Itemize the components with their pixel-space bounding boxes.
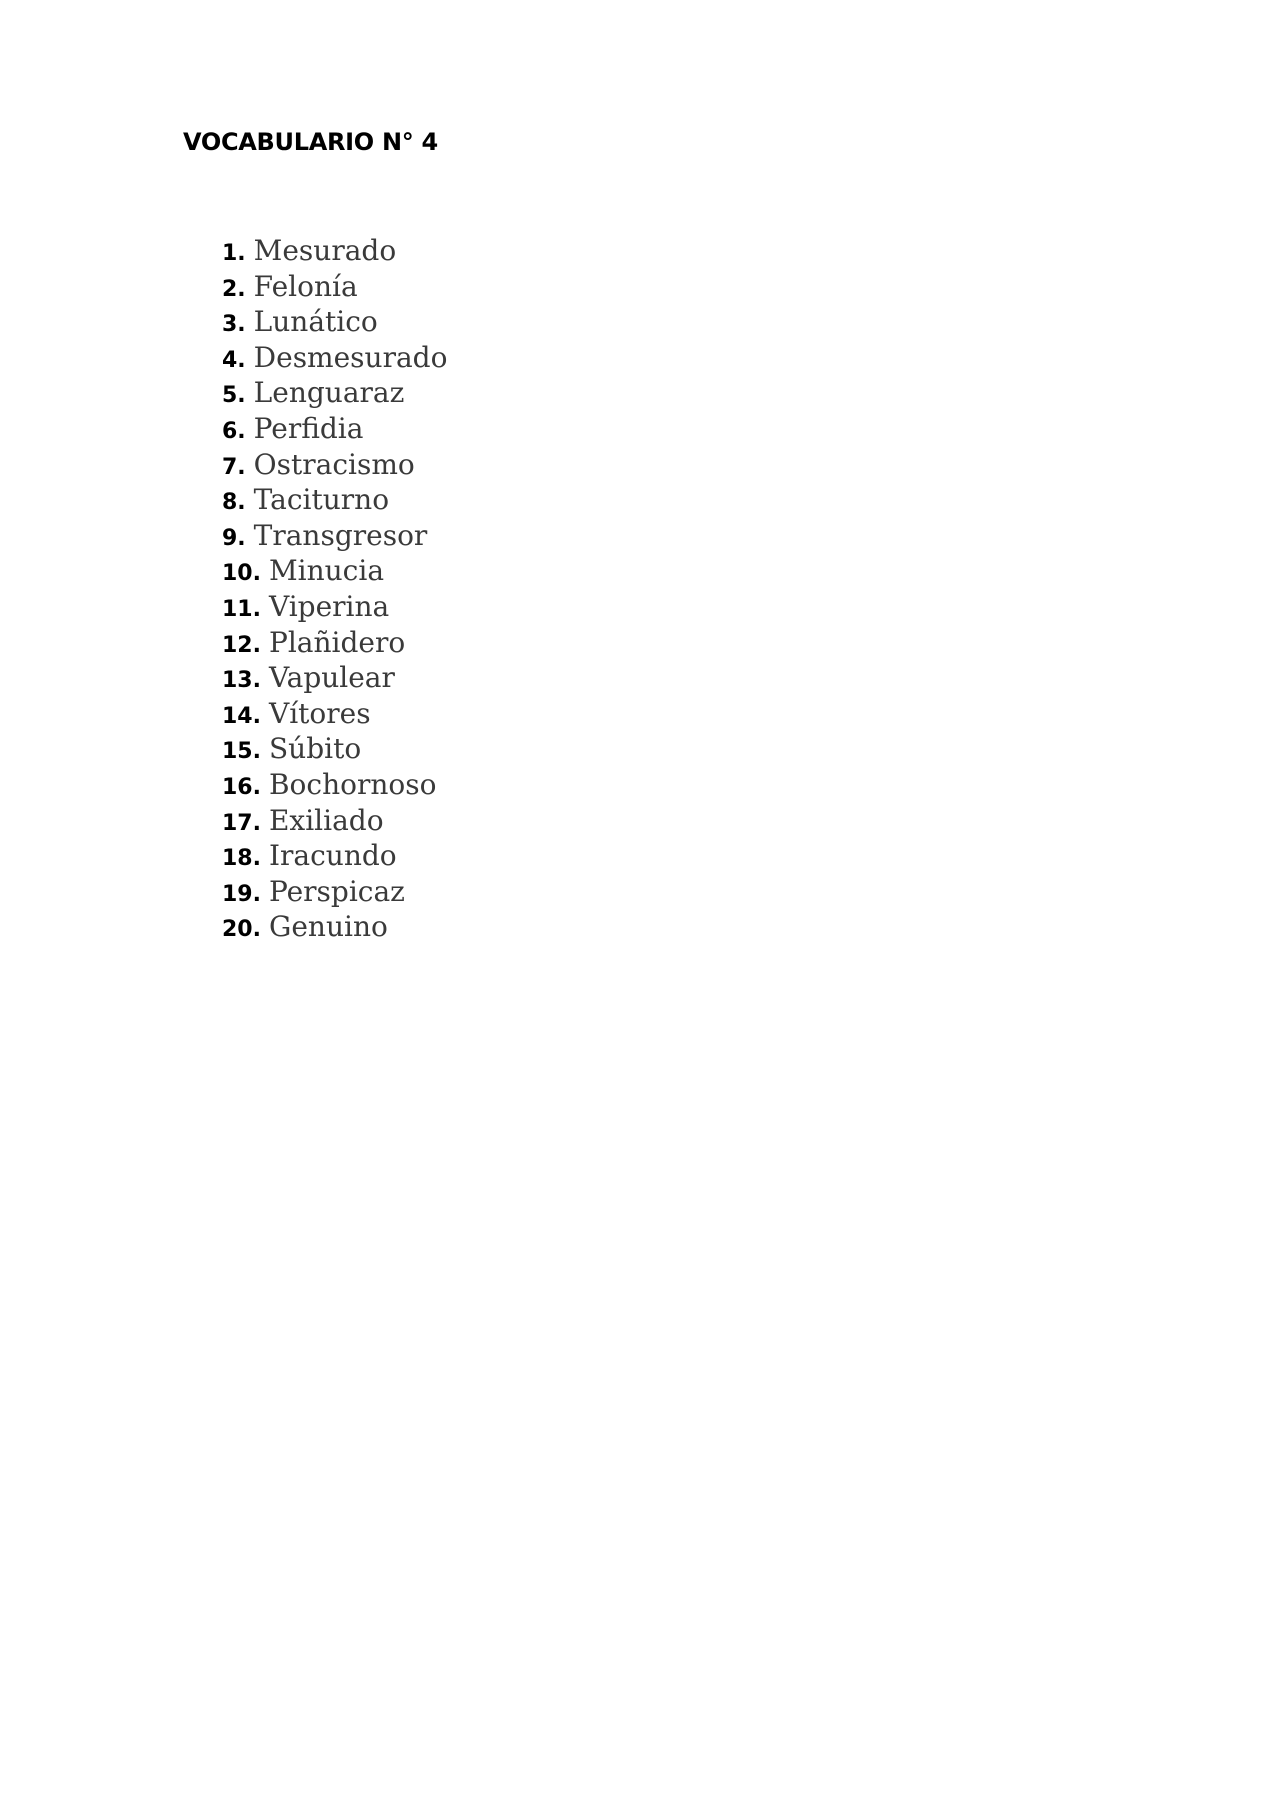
vocabulary-item [222,660,447,696]
item-number: 13. [222,668,261,694]
vocabulary-word: Mesurado [253,234,397,267]
vocabulary-item [222,269,447,305]
vocabulary-item [222,767,447,803]
vocabulary-word: Genuino [268,910,388,944]
vocabulary-word: Minucia [268,554,385,588]
item-number: 15. [222,739,261,765]
item-number: 20. [222,917,261,943]
item-number: 2. [222,276,246,302]
vocabulary-word: Exiliado [268,803,384,837]
item-number: 6. [222,418,246,444]
vocabulary-word: Taciturno [253,483,390,517]
vocabulary-item [222,803,447,839]
vocabulary-word: Perspicaz [268,874,405,908]
vocabulary-word: Transgresor [253,518,428,552]
item-number: 18. [222,846,261,872]
vocabulary-item [222,731,447,767]
vocabulary-item [222,625,447,661]
item-number: 1. [222,241,246,266]
vocabulary-word: Iracundo [268,839,397,873]
vocabulary-item [222,909,447,945]
vocabulary-list [222,233,447,945]
item-number: 5. [222,383,246,409]
vocabulary-word: Perfidia [253,411,364,445]
vocabulary-item [222,838,447,874]
vocabulary-item [222,411,447,447]
item-number: 10. [222,561,261,587]
document-title: VOCABULARIO N° 4 [183,128,438,156]
vocabulary-item [222,375,447,411]
vocabulary-word: Viperina [268,589,390,623]
vocabulary-word: Súbito [268,732,362,766]
item-number: 9. [222,525,246,551]
vocabulary-item [222,482,447,518]
vocabulary-word: Vítores [268,696,371,730]
item-number: 19. [222,881,261,907]
vocabulary-item [222,518,447,554]
item-number: 4. [222,347,246,373]
vocabulary-word: Plañidero [268,625,406,659]
vocabulary-word: Vapulear [268,661,395,695]
item-number: 3. [222,312,246,338]
vocabulary-item [222,447,447,483]
vocabulary-word: Lenguaraz [253,376,405,410]
item-number: 17. [222,810,261,836]
vocabulary-item [222,304,447,340]
vocabulary-word: Lunático [253,305,378,339]
vocabulary-word: Felonía [253,269,358,303]
vocabulary-item [222,589,447,625]
vocabulary-item [222,874,447,910]
item-number: 12. [222,632,261,658]
vocabulary-word: Desmesurado [253,340,448,374]
vocabulary-item [222,233,447,269]
vocabulary-item [222,696,447,732]
item-number: 11. [222,596,261,622]
item-number: 16. [222,774,261,800]
vocabulary-item [222,340,447,376]
item-number: 14. [222,703,261,729]
item-number: 8. [222,490,246,516]
vocabulary-word: Ostracismo [253,447,415,481]
vocabulary-word: Bochornoso [268,767,437,801]
vocabulary-item [222,553,447,589]
item-number: 7. [222,454,246,480]
